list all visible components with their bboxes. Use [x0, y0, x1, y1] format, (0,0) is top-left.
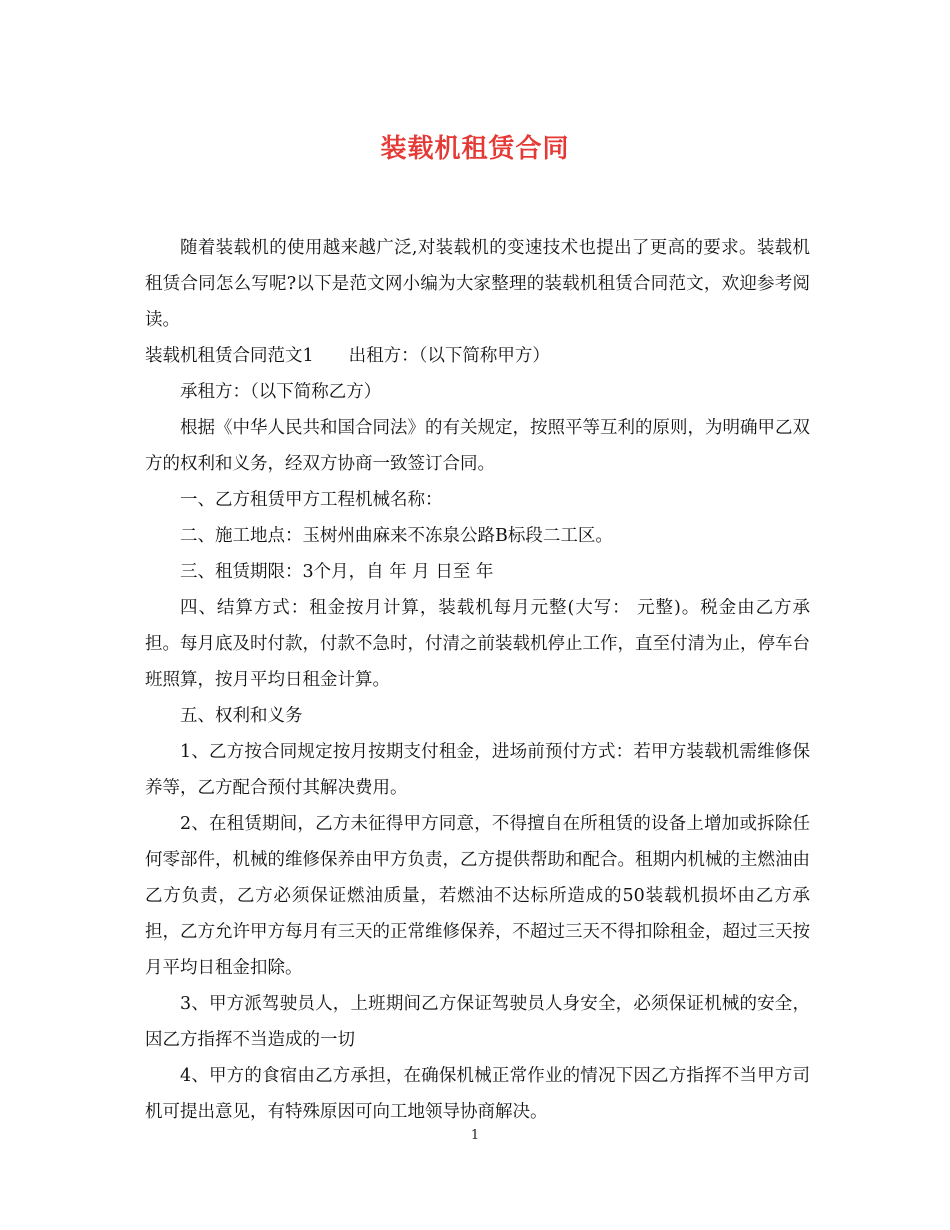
- paragraph-clause-4: 四、结算方式：租金按月计算，装载机每月元整(大写： 元整)。税金由乙方承担。每月底及时付款，付款不急时，付清之前装载机停止工作，直至付清为止，停车台班照算，按月平均日租金计算。: [145, 598, 810, 690]
- paragraph-item-4: 4、甲方的食宿由乙方承担，在确保机械正常作业的情况下因乙方指挥不当甲方司机可提出意见，有特殊原因可向工地领导协商解决。: [145, 1066, 810, 1122]
- paragraph-item-2: 2、在租赁期间，乙方未征得甲方同意，不得擅自在所租赁的设备上增加或拆除任何零部件，机械的维修保养由甲方负责，乙方提供帮助和配合。租期内机械的主燃油由乙方负责，乙方必须保证燃油质量，若燃油不达标所造成的50装载机损坏由乙方承担，乙方允许甲方每月有三天的正常维修保养，不超过三天不得扣除租金，超过三天按月平均日租金扣除。: [145, 814, 810, 978]
- paragraph-item-1: 1、乙方按合同规定按月按期支付租金，进场前预付方式：若甲方装载机需维修保养等，乙方配合预付其解决费用。: [145, 742, 810, 798]
- paragraph-clause-5: 五、权利和义务: [180, 706, 303, 726]
- paragraph-clause-2: 二、施工地点：玉树州曲麻来不冻泉公路B标段二工区。: [180, 526, 613, 546]
- paragraph-clause-3: 三、租赁期限：3个月，自 年 月 日至 年: [180, 562, 494, 582]
- document-title: 装载机租赁合同: [380, 134, 570, 164]
- paragraph-lessee: 承租方：（以下简称乙方）: [180, 382, 382, 402]
- paragraph-sample-heading: 装载机租赁合同范文1 出租方：（以下简称甲方）: [145, 346, 550, 366]
- document-body: [145, 230, 810, 1130]
- page-number: 1: [470, 1128, 480, 1143]
- paragraph-intro: 随着装载机的使用越来越广泛,对装载机的变速技术也提出了更高的要求。装载机租赁合同怎么写呢?以下是范文网小编为大家整理的装载机租赁合同范文，欢迎参考阅读。: [145, 238, 810, 330]
- paragraph-legal-basis: 根据《中华人民共和国合同法》的有关规定，按照平等互利的原则，为明确甲乙双方的权利和义务，经双方协商一致签订合同。: [145, 418, 810, 474]
- paragraph-clause-1: 一、乙方租赁甲方工程机械名称：: [180, 490, 443, 510]
- paragraph-item-3: 3、甲方派驾驶员人，上班期间乙方保证驾驶员人身安全，必须保证机械的安全，因乙方指挥不当造成的一切: [145, 994, 810, 1050]
